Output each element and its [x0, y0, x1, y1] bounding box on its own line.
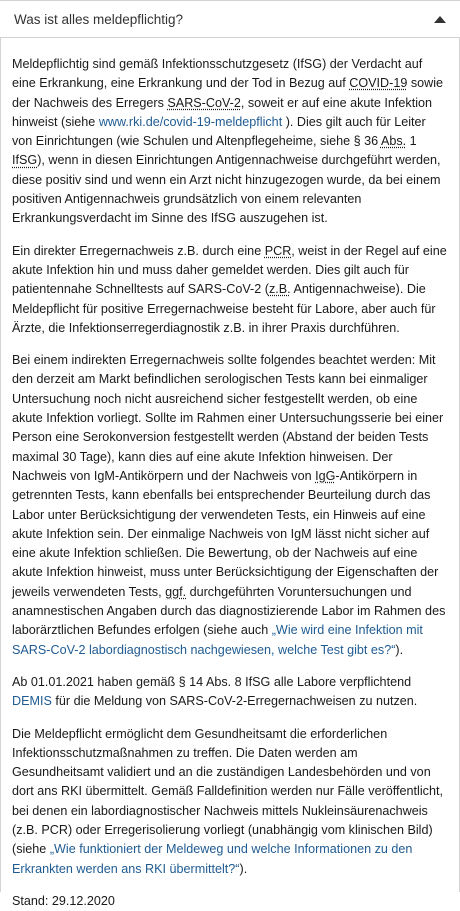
paragraph-meldepflicht: Meldepflichtig sind gemäß Infektionsschutzgesetz (IfSG) der Verdacht auf eine Erkrankung, eine Erkrankung und der Tod in Bezug auf COVID-19 sowie der Nachweis des Erregers SARS-CoV-2, soweit er auf eine akute Infektion hinweist (siehe www.rki.de/covid-19-meldepflicht ). Dies gilt auch für Leiter von Einrichtungen (wie Schulen und Altenpflegeheime, siehe § 36 Abs. 1 IfSG), wenn in diesen Einrichtungen Antigennachweise durchgeführt werden, diese positiv sind und wenn ein Arzt nicht hinzugezogen wurde, da bei einem positiven Antigennachweis grundsätzlich von einem relevanten Erkrankungsverdacht im Sinne des IfSG auszugehen ist. — [12, 57, 444, 226]
link-demis[interactable]: DEMIS — [12, 694, 52, 709]
accordion-title[interactable]: Was ist alles meldepflichtig? — [14, 11, 184, 27]
link-meldeweg[interactable]: „Wie funktioniert der Meldeweg und welche Informationen zu den Erkrankten werden ans RKI übermittelt?“ — [12, 842, 413, 876]
caret-up-icon[interactable] — [432, 11, 448, 27]
stand-date: Stand: 29.12.2020 — [12, 893, 115, 908]
accordion-header[interactable] — [0, 0, 460, 38]
link-rki-meldepflicht[interactable]: www.rki.de/covid-19-meldepflicht — [98, 114, 283, 129]
accordion-body — [0, 38, 460, 908]
abbr-ggf: ggf. — [165, 584, 187, 599]
abbr-sars-cov-2: SARS-CoV-2 — [167, 95, 241, 110]
paragraph-gesundheitsamt: Die Meldepflicht ermöglicht dem Gesundheitsamt die erforderlichen Infektionsschutzmaßnahmen zu treffen. Die Daten werden am Gesundheitsamt validiert und an die zuständigen Landesbehörden und von dort ans RKI übermittelt. Gemäß Falldefinition werden nur Fälle veröffentlicht, bei denen ein labordiagnostischer Nachweis mittels Nukleinsäurenachweis (z.B. PCR) oder Erregerisolierung vorliegt (unabhängig vom klinischen Bild) (siehe „Wie funktioniert der Meldeweg und welche Informationen zu den Erkrankten werden ans RKI übermittelt?“). — [12, 726, 443, 876]
abbr-absatz: Abs. — [380, 134, 407, 149]
abbr-ifsg: IfSG — [12, 153, 38, 168]
link-labordiagnostik[interactable]: „Wie wird eine Infektion mit SARS-CoV-2 labordiagnostisch nachgewiesen, welche Test gibt es?“ — [12, 623, 423, 657]
paragraph-direkter-erregernachweis: Ein direkter Erregernachweis z.B. durch eine PCR, weist in der Regel auf eine akute Infektion hin und muss daher gemeldet werden. Dies gilt auch für patientennahe Schnelltests auf SARS-CoV-2 (z.B. Antigennachweise). Die Meldepflicht für positive Erregernachweise besteht für Labore, aber auch für Ärzte, die Infektionserregerdiagnostik z.B. in ihrer Praxis durchführen. — [12, 243, 447, 335]
paragraph-indirekter-erregernachweis: Bei einem indirekten Erregernachweis sollte folgendes beachtet werden: Mit den derzeit am Markt befindlichen serologischen Tests kann bei einmaliger Untersuchung noch nicht ausreichend sicher festgestellt werden, ob eine akute Infektion vorliegt. Sollte im Rahmen einer Untersuchungsserie bei einer Person eine Serokonversion festgestellt werden (Abstand der beiden Tests maximal 30 Tage), kann dies auf eine akute Infektion hinweisen. Der Nachweis von IgM-Antikörpern und der Nachweis von IgG-Antikörpern in getrennten Tests, kann ebenfalls bei entsprechender Beurteilung durch das Labor unter Berücksichtigung der verwendeten Tests, ein Hinweis auf eine akute Infektion sein. Der einmalige Nachweis von IgM lässt nicht sicher auf eine akute Infektion schließen. Die Bewertung, ob der Nachweis auf eine akute Infektion hinweist, muss unter Berücksichtigung der Eigenschaften der jeweils verwendeten Tests, ggf. durchgeführten Voruntersuchungen und anamnestischen Angaben durch das diagnostizierende Labor im Rahmen des laborärztlichen Befundes erfolgen (siehe auch „Wie wird eine Infektion mit SARS-CoV-2 labordiagnostisch nachgewiesen, welche Test gibt es?“). — [12, 353, 446, 657]
abbr-zb: z.B. — [268, 282, 291, 297]
abbr-covid-19: COVID-19 — [349, 76, 408, 91]
abbr-pcr: PCR — [264, 243, 292, 258]
abbr-igg: IgG — [315, 468, 336, 483]
paragraph-demis: Ab 01.01.2021 haben gemäß § 14 Abs. 8 IfSG alle Labore verpflichtend DEMIS für die Meldung von SARS-CoV-2-Erregernachweisen zu nutzen. — [12, 674, 418, 709]
